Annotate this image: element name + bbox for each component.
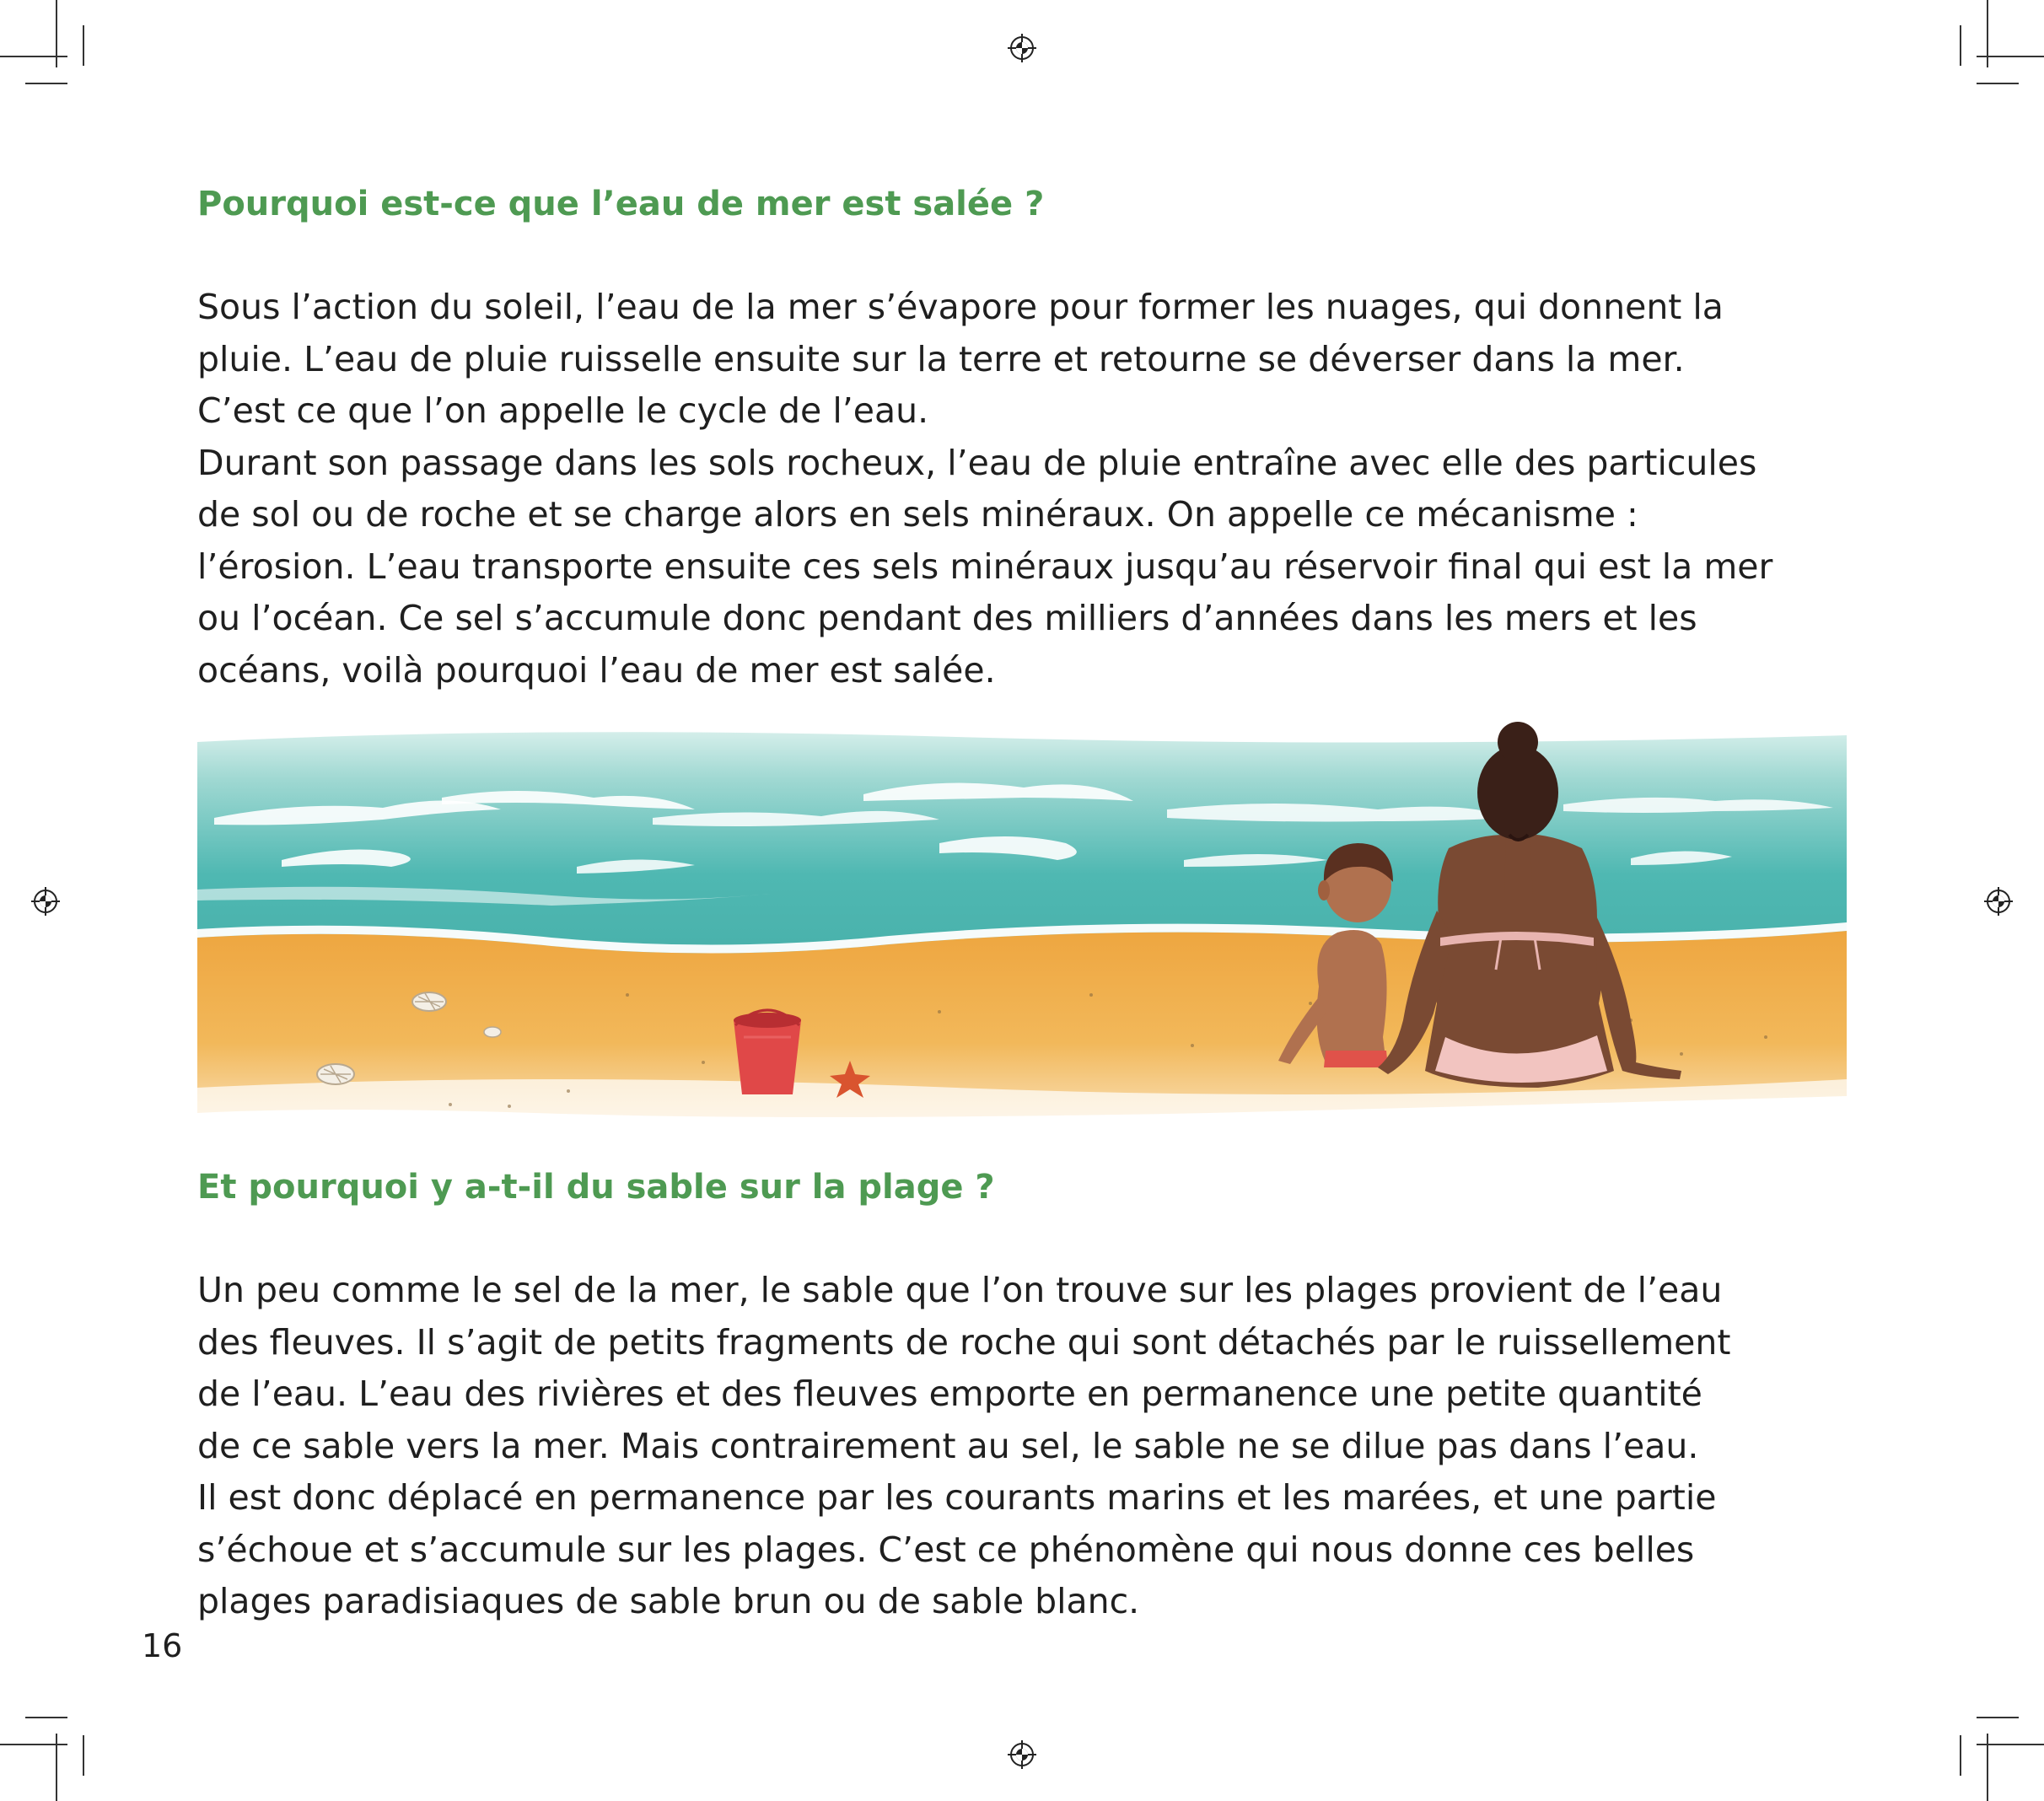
crop-mark bbox=[1960, 1735, 1961, 1776]
section-heading-sand: Et pourquoi y a-t-il du sable sur la plage ? bbox=[197, 1168, 995, 1207]
section-heading-salt: Pourquoi est-ce que l’eau de mer est salée ? bbox=[197, 185, 1045, 223]
section-paragraph-salt bbox=[197, 282, 1892, 696]
paragraph-line: de l’eau. L’eau des rivières et des fleuves emporte en permanence une petite quantité bbox=[197, 1374, 1702, 1414]
crop-mark bbox=[25, 83, 67, 84]
page-number: 16 bbox=[142, 1627, 183, 1664]
paragraph-line: Un peu comme le sel de la mer, le sable que l’on trouve sur les plages provient de l’eau bbox=[197, 1270, 1723, 1310]
section-paragraph-sand bbox=[197, 1265, 1892, 1628]
paragraph-line: s’échoue et s’accumule sur les plages. C’est ce phénomène qui nous donne ces belles bbox=[197, 1529, 1695, 1570]
paragraph-line: l’érosion. L’eau transporte ensuite ces sels minéraux jusqu’au réservoir final qui est la mer bbox=[197, 546, 1773, 587]
registration-mark-icon bbox=[1008, 1740, 1036, 1769]
crop-mark bbox=[1977, 1717, 2019, 1718]
crop-mark bbox=[1960, 25, 1961, 66]
crop-mark bbox=[0, 56, 67, 57]
crop-mark bbox=[83, 25, 84, 66]
paragraph-line: Il est donc déplacé en permanence par les courants marins et les marées, et une partie bbox=[197, 1477, 1717, 1518]
paragraph-line: Durant son passage dans les sols rocheux, l’eau de pluie entraîne avec elle des particules bbox=[197, 442, 1757, 483]
crop-mark bbox=[1977, 83, 2019, 84]
paragraph-line: de sol ou de roche et se charge alors en sels minéraux. On appelle ce mécanisme : bbox=[197, 494, 1638, 535]
seashell-icon bbox=[412, 992, 446, 1011]
registration-mark-icon bbox=[1008, 34, 1036, 62]
paragraph-line: océans, voilà pourquoi l’eau de mer est salée. bbox=[197, 649, 996, 691]
paragraph-line: Sous l’action du soleil, l’eau de la mer s’évapore pour former les nuages, qui donnent la bbox=[197, 287, 1724, 327]
crop-mark bbox=[83, 1735, 84, 1776]
registration-mark-icon bbox=[31, 887, 60, 916]
crop-mark bbox=[1977, 1744, 2044, 1745]
paragraph-line: de ce sable vers la mer. Mais contrairement au sel, le sable ne se dilue pas dans l’eau. bbox=[197, 1425, 1699, 1466]
crop-mark bbox=[25, 1717, 67, 1718]
paragraph-line: plages paradisiaques de sable brun ou de sable blanc. bbox=[197, 1581, 1140, 1621]
crop-mark bbox=[1987, 0, 1988, 67]
crop-mark bbox=[1977, 56, 2044, 57]
seashell-icon bbox=[484, 1027, 501, 1037]
paragraph-line: C’est ce que l’on appelle le cycle de l’eau. bbox=[197, 390, 929, 431]
crop-mark bbox=[56, 0, 57, 67]
paragraph-line: ou l’océan. Ce sel s’accumule donc pendant des milliers d’années dans les mers et les bbox=[197, 598, 1697, 638]
paragraph-line: pluie. L’eau de pluie ruisselle ensuite sur la terre et retourne se déverser dans la mer. bbox=[197, 338, 1685, 379]
registration-mark-icon bbox=[1984, 887, 2013, 916]
paragraph-line: des fleuves. Il s’agit de petits fragments de roche qui sont détachés par le ruissellement bbox=[197, 1321, 1731, 1363]
beach-illustration bbox=[197, 717, 1847, 1130]
bucket-icon bbox=[734, 1010, 801, 1094]
seashell-icon bbox=[317, 1064, 354, 1084]
crop-mark bbox=[0, 1744, 67, 1745]
